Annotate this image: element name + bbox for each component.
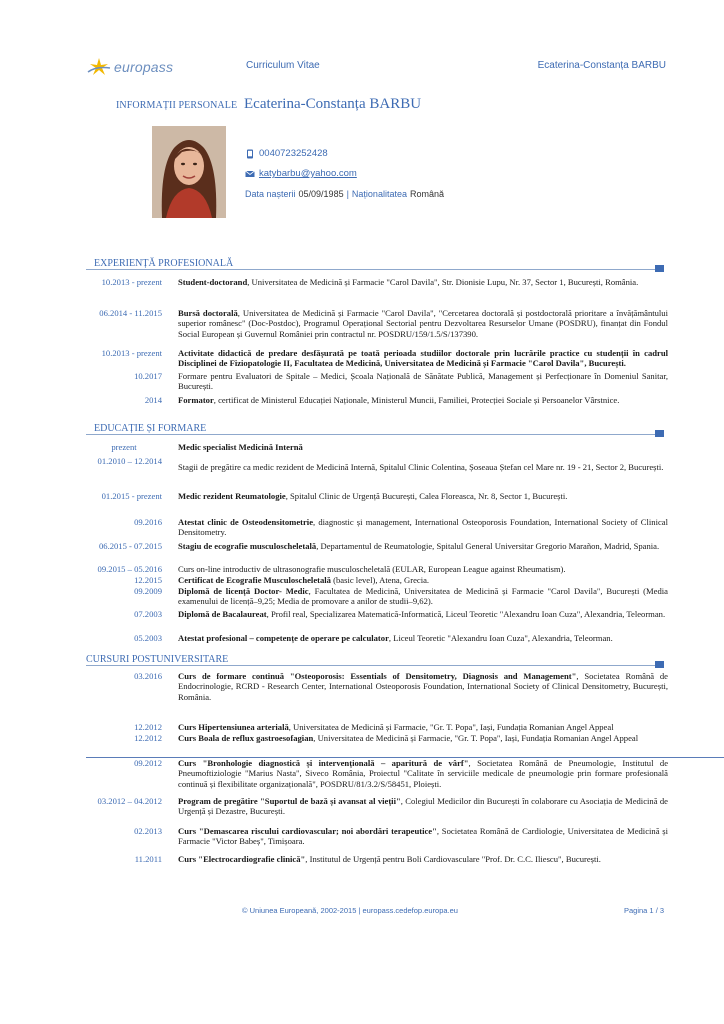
phone-number[interactable]: 0040723252428 [259,148,328,159]
personal-info-label: INFORMAȚII PERSONALE [116,100,238,111]
section-marker [655,265,664,272]
profile-photo [152,126,226,218]
section-title: CURSURI POSTUNIVERSITARE [86,654,232,665]
dob-label: Data nașterii [245,189,296,199]
section-experience [86,258,664,272]
section-courses [86,654,664,668]
europass-logo-text: europass [114,59,174,75]
phone-line [245,148,328,159]
europass-logo [86,54,173,80]
email-icon [245,169,255,179]
birth-nationality-line: Data nașterii 05/09/1985 | Naționalitatea Română [245,189,444,199]
portrait-image [152,126,226,218]
phone-icon [245,149,255,159]
section-marker [655,661,664,668]
page-number: Pagina 1 / 3 [624,906,665,915]
email-line [245,168,357,179]
header-name: Ecaterina-Constanța BARBU [537,60,666,71]
section-marker [655,430,664,437]
section-title: EDUCAȚIE ȘI FORMARE [94,423,210,434]
cv-header [0,54,724,86]
dob-value: 05/09/1985 [298,189,344,199]
europass-star-icon [86,54,112,80]
personal-name: Ecaterina-Constanța BARBU [244,96,422,112]
section-title: EXPERIENȚĂ PROFESIONALĂ [94,258,237,269]
cv-title: Curriculum Vitae [246,60,320,71]
nationality-value: Română [409,189,444,199]
nationality-label: Naționalitatea [351,189,407,199]
email-link[interactable]: katybarbu@yahoo.com [259,168,357,179]
footer-copyright[interactable]: © Uniunea Europeană, 2002-2015 | europass.cedefop.europa.eu [242,906,458,915]
section-education [86,423,664,437]
